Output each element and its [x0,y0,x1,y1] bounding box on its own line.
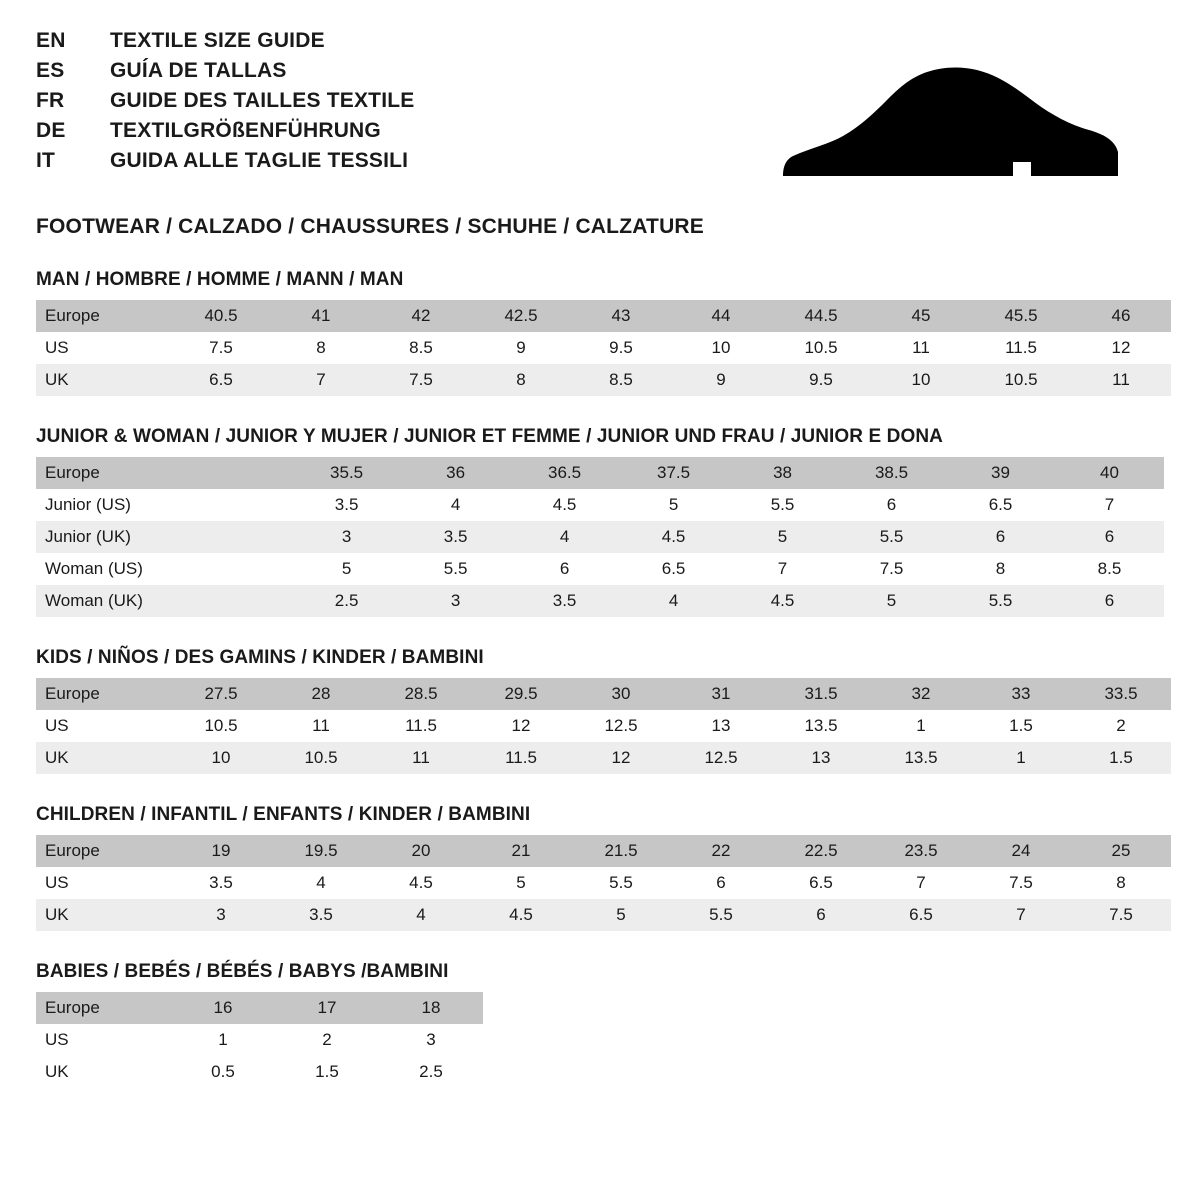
cell: 44.5 [771,300,871,332]
cell: 6 [771,899,871,931]
cell: 4 [371,899,471,931]
cell: 7 [1055,489,1164,521]
cell: 5 [571,899,671,931]
footwear-category-title: FOOTWEAR / CALZADO / CHAUSSURES / SCHUHE / CALZATURE [36,215,705,238]
cell: 28 [271,678,371,710]
cell: 1.5 [275,1056,379,1088]
cell: 5 [728,521,837,553]
cell: 0.5 [171,1056,275,1088]
cell: 1.5 [971,710,1071,742]
cell: 39 [946,457,1055,489]
row-label: Junior (US) [36,489,183,521]
cell: 7.5 [371,364,471,396]
cell: 4 [401,489,510,521]
cell: 6 [671,867,771,899]
row-label: Europe [36,457,183,489]
cell: 8 [271,332,371,364]
language-row [36,30,414,51]
cell: 33 [971,678,1071,710]
section-junior-woman [36,426,1164,617]
section-title: JUNIOR & WOMAN / JUNIOR Y MUJER / JUNIOR ET FEMME / JUNIOR UND FRAU / JUNIOR E DONA [36,426,944,447]
dress-shoe-icon [766,64,1136,189]
section-kids [36,647,1164,774]
cell: 8.5 [571,364,671,396]
size-table-kids [36,678,1171,774]
cell: 8 [1071,867,1171,899]
cell: 7.5 [1071,899,1171,931]
cell: 43 [571,300,671,332]
cell: 4.5 [471,899,571,931]
cell: 5.5 [671,899,771,931]
row-label: UK [36,364,171,396]
cell: 6 [510,553,619,585]
table-row [36,710,1171,742]
cell: 36 [401,457,510,489]
table-row [36,742,1171,774]
cell: 10.5 [771,332,871,364]
cell: 7 [871,867,971,899]
cell [183,457,292,489]
cell: 1.5 [1071,742,1171,774]
cell [183,521,292,553]
section-children [36,804,1164,931]
cell: 18 [379,992,483,1024]
cell: 33.5 [1071,678,1171,710]
cell: 36.5 [510,457,619,489]
size-table-babies [36,992,483,1088]
row-label: US [36,332,171,364]
cell: 4 [510,521,619,553]
table-row [36,521,1164,553]
cell: 22.5 [771,835,871,867]
language-code: IT [36,149,56,172]
cell: 6.5 [771,867,871,899]
cell: 8 [471,364,571,396]
cell [183,585,292,617]
cell: 5 [837,585,946,617]
cell: 8 [946,553,1055,585]
cell: 46 [1071,300,1171,332]
cell: 4.5 [371,867,471,899]
size-table-junior-woman [36,457,1164,617]
cell: 13 [771,742,871,774]
cell: 1 [871,710,971,742]
cell: 4.5 [619,521,728,553]
cell: 13.5 [771,710,871,742]
row-label: Woman (UK) [36,585,183,617]
language-code: FR [36,89,65,112]
cell: 6.5 [171,364,271,396]
language-code: ES [36,59,65,82]
cell: 12 [571,742,671,774]
cell: 38 [728,457,837,489]
cell: 4.5 [728,585,837,617]
section-man [36,269,1164,396]
cell [183,489,292,521]
cell: 11.5 [371,710,471,742]
cell: 7 [728,553,837,585]
cell: 6 [837,489,946,521]
language-code: DE [36,119,66,142]
cell: 3.5 [401,521,510,553]
language-list [36,30,414,180]
cell: 9.5 [771,364,871,396]
cell: 4 [271,867,371,899]
language-row [36,150,414,171]
language-title: GUIDE DES TAILLES TEXTILE [110,89,415,112]
cell: 42.5 [471,300,571,332]
language-title: TEXTILGRÖßENFÜHRUNG [110,119,381,142]
cell: 8.5 [1055,553,1164,585]
language-title: TEXTILE SIZE GUIDE [110,29,325,52]
cell: 28.5 [371,678,471,710]
cell: 11 [871,332,971,364]
cell: 7.5 [171,332,271,364]
row-label: US [36,710,171,742]
cell: 30 [571,678,671,710]
language-title: GUÍA DE TALLAS [110,59,287,82]
language-title: GUIDA ALLE TAGLIE TESSILI [110,149,409,172]
cell: 12 [1071,332,1171,364]
cell: 6.5 [946,489,1055,521]
cell: 5 [292,553,401,585]
cell: 7 [971,899,1071,931]
cell: 29.5 [471,678,571,710]
cell: 9 [471,332,571,364]
cell: 3.5 [171,867,271,899]
table-row [36,992,483,1024]
cell: 22 [671,835,771,867]
size-table-man [36,300,1171,396]
cell: 1 [171,1024,275,1056]
cell: 20 [371,835,471,867]
cell: 27.5 [171,678,271,710]
row-label: Woman (US) [36,553,183,585]
table-row [36,1024,483,1056]
section-title: BABIES / BEBÉS / BÉBÉS / BABYS /BAMBINI [36,961,449,982]
cell: 17 [275,992,379,1024]
cell: 40.5 [171,300,271,332]
cell: 2.5 [292,585,401,617]
section-title: MAN / HOMBRE / HOMME / MANN / MAN [36,269,404,290]
cell: 10.5 [171,710,271,742]
cell: 32 [871,678,971,710]
cell: 45.5 [971,300,1071,332]
cell: 5 [471,867,571,899]
cell: 3.5 [271,899,371,931]
row-label: UK [36,899,171,931]
cell: 6.5 [871,899,971,931]
cell: 6 [1055,585,1164,617]
cell: 7.5 [971,867,1071,899]
cell: 5.5 [837,521,946,553]
cell: 10 [171,742,271,774]
cell: 5.5 [571,867,671,899]
cell: 11 [371,742,471,774]
row-label: Europe [36,992,171,1024]
table-row [36,678,1171,710]
cell: 5.5 [728,489,837,521]
cell: 45 [871,300,971,332]
cell: 42 [371,300,471,332]
header [36,30,1164,189]
cell: 5 [619,489,728,521]
cell [183,553,292,585]
cell: 11.5 [971,332,1071,364]
table-row [36,553,1164,585]
cell: 12.5 [571,710,671,742]
cell: 13.5 [871,742,971,774]
cell: 6 [946,521,1055,553]
cell: 9.5 [571,332,671,364]
cell: 12 [471,710,571,742]
cell: 3 [171,899,271,931]
table-row [36,585,1164,617]
section-title: KIDS / NIÑOS / DES GAMINS / KINDER / BAMBINI [36,647,484,668]
cell: 6 [1055,521,1164,553]
row-label: UK [36,1056,171,1088]
cell: 19 [171,835,271,867]
language-row [36,120,414,141]
table-row [36,332,1171,364]
cell: 3.5 [292,489,401,521]
table-row [36,835,1171,867]
row-label: UK [36,742,171,774]
cell: 7 [271,364,371,396]
cell: 41 [271,300,371,332]
cell: 19.5 [271,835,371,867]
cell: 10.5 [271,742,371,774]
cell: 2 [1071,710,1171,742]
cell: 13 [671,710,771,742]
cell: 10.5 [971,364,1071,396]
cell: 24 [971,835,1071,867]
cell: 21 [471,835,571,867]
row-label: Europe [36,678,171,710]
table-row [36,300,1171,332]
cell: 9 [671,364,771,396]
cell: 21.5 [571,835,671,867]
section-title: CHILDREN / INFANTIL / ENFANTS / KINDER / BAMBINI [36,804,531,825]
cell: 11 [271,710,371,742]
row-label: US [36,1024,171,1056]
cell: 1 [971,742,1071,774]
language-row [36,60,414,81]
cell: 23.5 [871,835,971,867]
row-label: Europe [36,835,171,867]
cell: 31 [671,678,771,710]
cell: 3 [292,521,401,553]
cell: 5.5 [401,553,510,585]
cell: 40 [1055,457,1164,489]
cell: 8.5 [371,332,471,364]
cell: 25 [1071,835,1171,867]
cell: 4.5 [510,489,619,521]
cell: 11.5 [471,742,571,774]
table-row [36,899,1171,931]
cell: 12.5 [671,742,771,774]
table-row [36,867,1171,899]
row-label: Junior (UK) [36,521,183,553]
table-row [36,364,1171,396]
cell: 2 [275,1024,379,1056]
table-row [36,1056,483,1088]
row-label: Europe [36,300,171,332]
cell: 11 [1071,364,1171,396]
size-table-children [36,835,1171,931]
row-label: US [36,867,171,899]
cell: 10 [671,332,771,364]
language-row [36,90,414,111]
table-row [36,457,1164,489]
cell: 10 [871,364,971,396]
cell: 38.5 [837,457,946,489]
cell: 31.5 [771,678,871,710]
section-babies [36,961,1164,1088]
cell: 6.5 [619,553,728,585]
cell: 4 [619,585,728,617]
cell: 2.5 [379,1056,483,1088]
language-code: EN [36,29,66,52]
cell: 44 [671,300,771,332]
cell: 35.5 [292,457,401,489]
cell: 16 [171,992,275,1024]
cell: 3.5 [510,585,619,617]
table-row [36,489,1164,521]
cell: 37.5 [619,457,728,489]
cell: 3 [379,1024,483,1056]
cell: 3 [401,585,510,617]
cell: 5.5 [946,585,1055,617]
cell: 7.5 [837,553,946,585]
